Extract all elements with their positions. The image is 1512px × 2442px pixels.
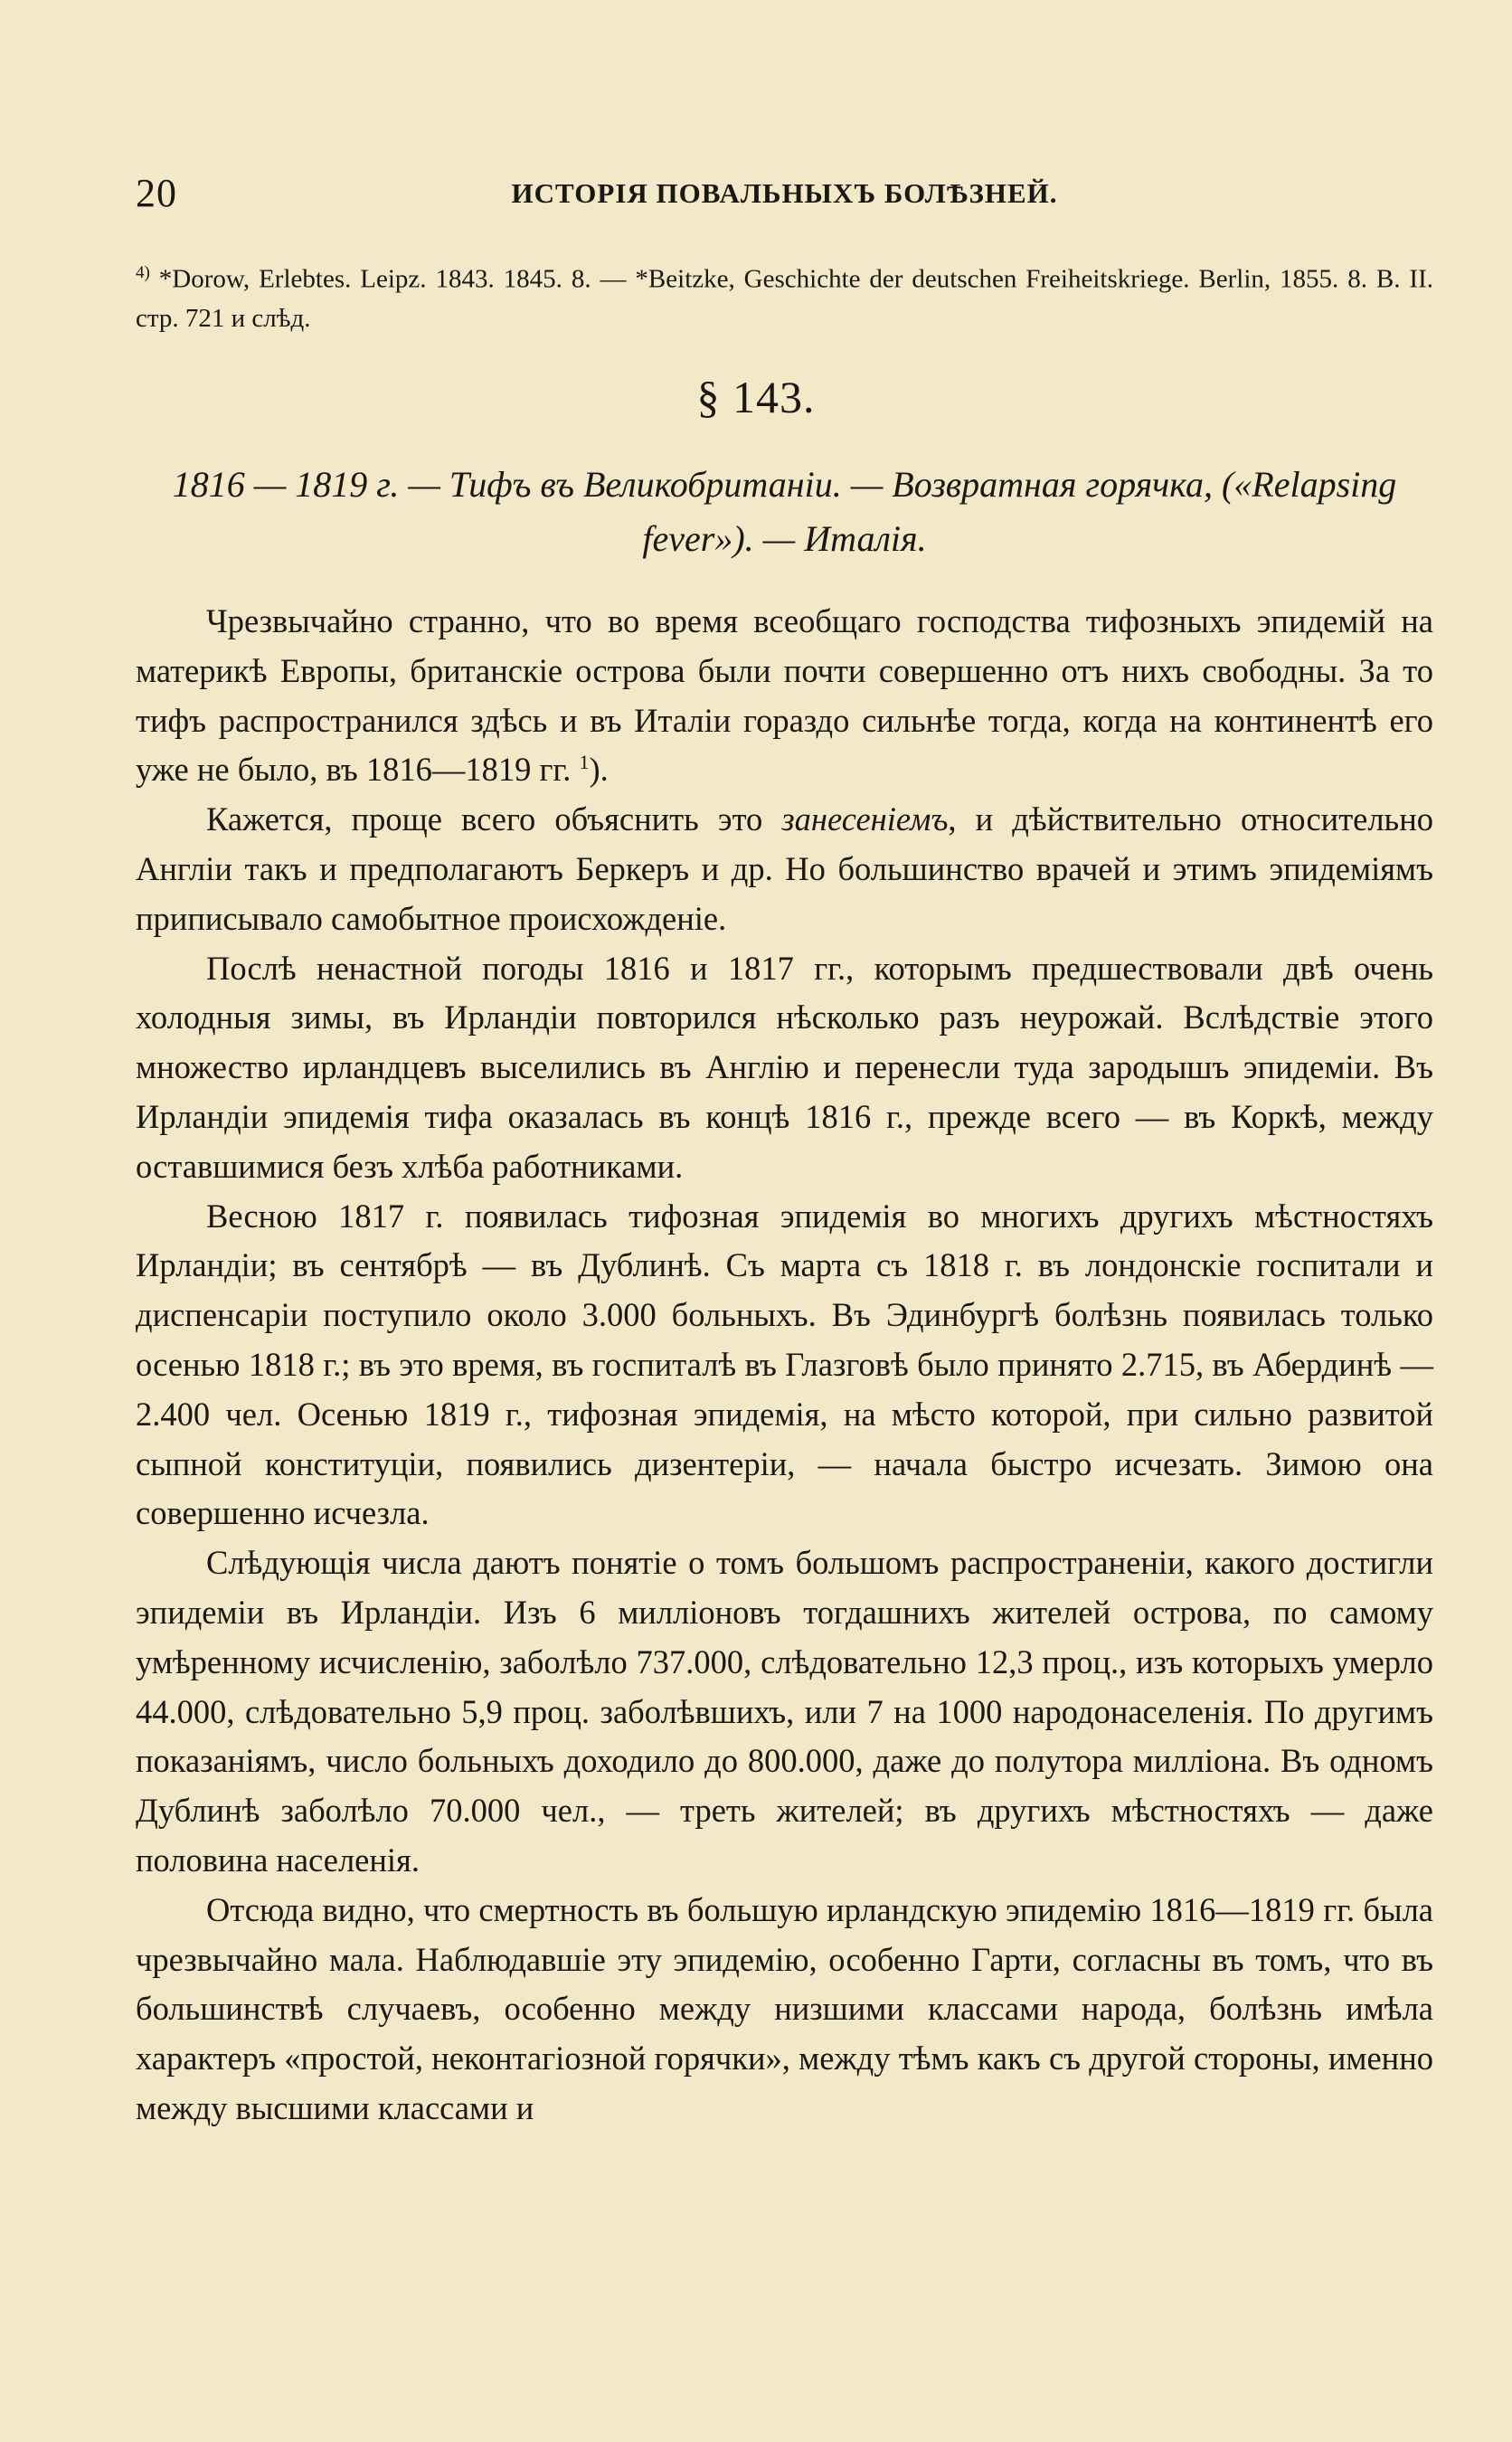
- footnote: [136, 253, 1433, 338]
- emphasis-zaneseniem: занесеніемъ: [781, 800, 949, 838]
- page-header: [136, 170, 1433, 224]
- running-title: ИСТОРІЯ ПОВАЛЬНЫХЪ БОЛѢЗНЕЙ.: [511, 177, 1058, 209]
- page-number: 20: [136, 171, 177, 215]
- body-text: [136, 597, 1433, 2134]
- footnote-reference: 1: [579, 751, 590, 774]
- paragraph-1-text: Чрезвычайно странно, что во время всеобщаго господства тифозныхъ эпидемій на материкѣ Европы, британскіе острова были почти совершенно отъ нихъ свободны. За то тифъ распространился здѣсь и въ Италіи гораздо сильнѣе тогда, когда на континентѣ его уже не было, въ 1816—1819 гг.: [136, 602, 1433, 789]
- paragraph-2-start: Кажется, проще всего объяснить это: [206, 800, 782, 838]
- paragraph-4: Весною 1817 г. появилась тифозная эпидемія во многихъ другихъ мѣстностяхъ Ирландіи; въ сентябрѣ — въ Дублинѣ. Съ марта съ 1818 г. въ лондонскіе госпитали и диспенсаріи поступило около 3.000 больныхъ. Въ Эдинбургѣ болѣзнь появилась только осенью 1818 г.; въ это время, въ госпиталѣ въ Глазговѣ было принято 2.715, въ Абердинѣ — 2.400 чел. Осенью 1819 г., тифозная эпидемія, на мѣсто которой, при сильно развитой сыпной конституціи, появились дизентеріи, — начала быстро исчезать. Зимою она совершенно исчезла.: [136, 1197, 1433, 1532]
- paragraph-2: [136, 795, 1433, 943]
- paragraph-3: Послѣ ненастной погоды 1816 и 1817 гг., которымъ предшествовали двѣ очень холодныя зимы, въ Ирландіи повторился нѣсколько разъ неурожай. Вслѣдствіе этого множество ирландцевъ выселились въ Англію и перенесли туда зародышъ эпидеміи. Въ Ирландіи эпидемія тифа оказалась въ концѣ 1816 г., прежде всего — въ Коркѣ, между оставшимися безъ хлѣба работниками.: [136, 949, 1433, 1185]
- section-number: § 143.: [696, 372, 816, 422]
- footnote-marker: 4): [136, 263, 150, 282]
- paragraph-1: [136, 597, 1433, 795]
- section-heading: 1816 — 1819 г. — Тифъ въ Великобританіи. — Возвратная горячка, («Relapsing fever»). — Италія.: [172, 464, 1397, 559]
- footnote-text: *Dorow, Erlebtes. Leipz. 1843. 1845. 8. — *Beitzke, Geschichte der deutschen Freiheitskriege. Berlin, 1855. 8. B. II. стр. 721 и слѣд.: [136, 264, 1433, 333]
- paragraph-5: Слѣдующія числа даютъ понятіе о томъ большомъ распространеніи, какого достигли эпидеміи въ Ирландіи. Изъ 6 милліоновъ тогдашнихъ жителей острова, по самому умѣренному исчисленію, заболѣло 737.000, слѣдовательно 12,3 проц., изъ которыхъ умерло 44.000, слѣдовательно 5,9 проц. заболѣвшихъ, или 7 на 1000 народонаселенія. По другимъ показаніямъ, число больныхъ доходило до 800.000, даже до полутора милліона. Въ одномъ Дублинѣ заболѣло 70.000 чел., — треть жителей; въ другихъ мѣстностяхъ — даже половина населенія.: [136, 1544, 1433, 1879]
- paragraph-6: Отсюда видно, что смертность въ большую ирландскую эпидемію 1816—1819 гг. была чрезвычайно мала. Наблюдавшіе эту эпидемію, особенно Гарти, согласны въ томъ, что въ большинствѣ случаевъ, особенно между низшими классами народа, болѣзнь имѣла характеръ «простой, неконтагіозной горячки», между тѣмъ какъ съ другой стороны, именно между высшими классами и: [136, 1890, 1433, 2126]
- paragraph-2-end: , и дѣйствительно относительно Англіи такъ и предполагаютъ Беркеръ и др. Но большинство врачей и этимъ эпидеміямъ приписывало самобытное происхожденіе.: [136, 800, 1433, 937]
- paragraph-1-end: ).: [589, 751, 609, 789]
